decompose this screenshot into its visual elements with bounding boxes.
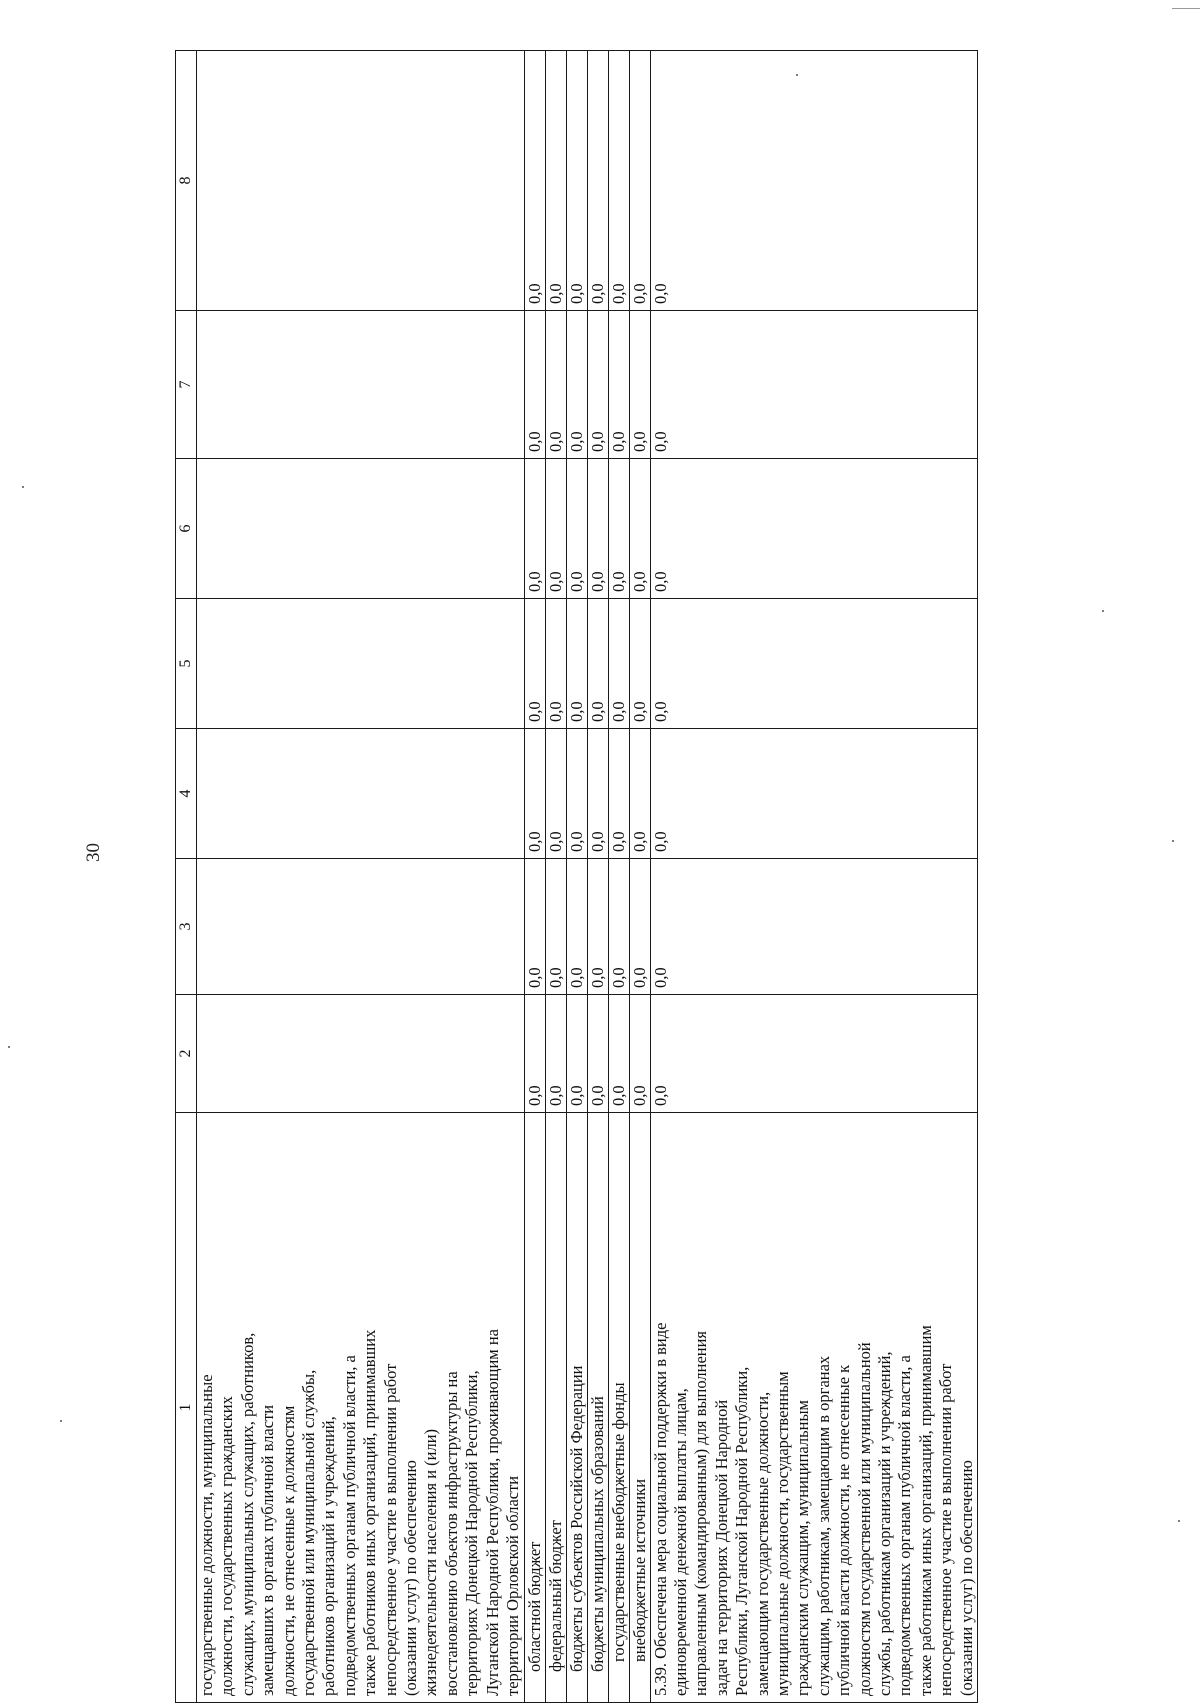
- value-cell: 0,0: [545, 859, 566, 995]
- value-cell: 0,0: [587, 51, 608, 311]
- column-number-row: [176, 51, 197, 1703]
- value-cell: 0,0: [608, 459, 629, 599]
- value-cell: 0,0: [608, 729, 629, 859]
- table-row: [629, 51, 650, 1703]
- value-cell: [197, 311, 525, 459]
- column-number: 6: [176, 459, 197, 599]
- table-row: [566, 51, 587, 1703]
- scan-speck: [22, 486, 24, 488]
- table-row: [587, 51, 608, 1703]
- value-cell: 0,0: [587, 859, 608, 995]
- value-cell: 0,0: [524, 599, 545, 729]
- column-number: 5: [176, 599, 197, 729]
- value-cell: 0,0: [650, 729, 978, 859]
- row-description: государственные должности, муниципальные должности, государственных гражданских служащих, муниципальных служащих, работников, замещавших в органах публичной власти должности, не отнесенные к должностям государственной или муниципальной службы, работников организаций и учреждений, подведомственных органам публичной власти, а также работников иных организаций, принимавших непосредственное участие в выполнении работ (оказании услуг) по обеспечению жизнедеятельности населения и (или) восстановлению объектов инфраструктуры на территориях Донецкой Народной Республики, Луганской Народной Республики, проживающим на территории Орловской области: [197, 1113, 525, 1703]
- funding-source: бюджеты муниципальных образований: [587, 1113, 608, 1703]
- column-number: 3: [176, 859, 197, 995]
- value-cell: 0,0: [566, 459, 587, 599]
- table-row: [545, 51, 566, 1703]
- funding-source: областной бюджет: [524, 1113, 545, 1703]
- column-number: 4: [176, 729, 197, 859]
- value-cell: 0,0: [650, 995, 978, 1113]
- table-row: [197, 51, 525, 1703]
- table-row: [650, 51, 978, 1703]
- column-number: 8: [176, 51, 197, 311]
- value-cell: 0,0: [545, 51, 566, 311]
- rotated-table-container: [175, 51, 1100, 1703]
- value-cell: 0,0: [566, 729, 587, 859]
- value-cell: 0,0: [629, 51, 650, 311]
- value-cell: [197, 599, 525, 729]
- value-cell: 0,0: [629, 311, 650, 459]
- scan-speck: [1172, 840, 1174, 842]
- value-cell: 0,0: [566, 311, 587, 459]
- scan-speck: [796, 74, 798, 76]
- value-cell: 0,0: [545, 599, 566, 729]
- value-cell: 0,0: [587, 995, 608, 1113]
- value-cell: 0,0: [524, 995, 545, 1113]
- value-cell: 0,0: [608, 311, 629, 459]
- value-cell: 0,0: [566, 51, 587, 311]
- value-cell: 0,0: [650, 459, 978, 599]
- value-cell: 0,0: [545, 311, 566, 459]
- value-cell: 0,0: [524, 729, 545, 859]
- value-cell: 0,0: [566, 599, 587, 729]
- value-cell: [197, 729, 525, 859]
- value-cell: 0,0: [650, 859, 978, 995]
- value-cell: 0,0: [608, 51, 629, 311]
- value-cell: 0,0: [545, 995, 566, 1113]
- value-cell: 0,0: [524, 859, 545, 995]
- value-cell: 0,0: [608, 995, 629, 1113]
- value-cell: 0,0: [566, 995, 587, 1113]
- table-row: [608, 51, 629, 1703]
- value-cell: 0,0: [545, 729, 566, 859]
- funding-source: федеральный бюджет: [545, 1113, 566, 1703]
- value-cell: 0,0: [587, 459, 608, 599]
- column-number: 1: [176, 1113, 197, 1703]
- funding-source: бюджеты субъектов Российской Федерации: [566, 1113, 587, 1703]
- funding-source: государственные внебюджетные фонды: [608, 1113, 629, 1703]
- column-number: 7: [176, 311, 197, 459]
- value-cell: 0,0: [545, 459, 566, 599]
- funding-source: внебюджетные источники: [629, 1113, 650, 1703]
- scan-speck: [8, 1046, 10, 1048]
- value-cell: 0,0: [650, 599, 978, 729]
- scan-speck: [60, 1420, 62, 1422]
- budget-table: [175, 50, 978, 1703]
- value-cell: 0,0: [566, 859, 587, 995]
- value-cell: 0,0: [587, 729, 608, 859]
- value-cell: 0,0: [650, 311, 978, 459]
- value-cell: 0,0: [629, 459, 650, 599]
- value-cell: [197, 859, 525, 995]
- page-number: 30: [83, 843, 104, 862]
- value-cell: 0,0: [629, 729, 650, 859]
- value-cell: 0,0: [629, 995, 650, 1113]
- scan-edge-mark: [1172, 8, 1200, 9]
- value-cell: 0,0: [608, 599, 629, 729]
- value-cell: 0,0: [650, 51, 978, 311]
- value-cell: 0,0: [587, 311, 608, 459]
- value-cell: 0,0: [587, 599, 608, 729]
- scan-speck: [1178, 1520, 1180, 1522]
- value-cell: 0,0: [629, 599, 650, 729]
- column-number: 2: [176, 995, 197, 1113]
- value-cell: [197, 459, 525, 599]
- value-cell: 0,0: [629, 859, 650, 995]
- value-cell: [197, 995, 525, 1113]
- value-cell: [197, 51, 525, 311]
- scan-speck: [1102, 610, 1104, 612]
- value-cell: 0,0: [524, 51, 545, 311]
- value-cell: 0,0: [524, 311, 545, 459]
- value-cell: 0,0: [608, 859, 629, 995]
- value-cell: 0,0: [524, 459, 545, 599]
- row-description: 5.39. Обеспечена мера социальной поддержки в виде единовременной денежной выплаты лицам, направленным (командированным) для выполнения задач на территориях Донецкой Народной Республики, Луганской Народной Республики, замещающим государственные должности, муниципальные должности, государственным гражданским служащим, муниципальным служащим, работникам, замещающим в органах публичной власти должности, не отнесенные к должностям государственной или муниципальной службы, работникам организаций и учреждений, подведомственных органам публичной власти, а также работникам иных организаций, принимавшим непосредственное участие в выполнении работ (оказании услуг) по обеспечению: [650, 1113, 978, 1703]
- table-row: [524, 51, 545, 1703]
